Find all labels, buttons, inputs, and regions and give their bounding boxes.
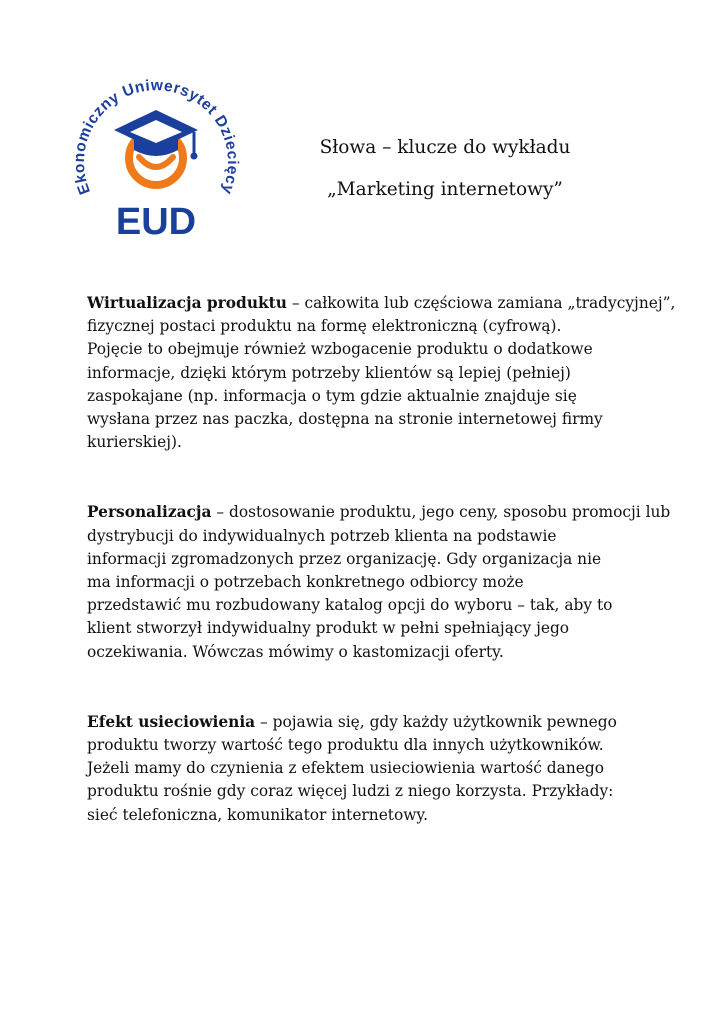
definition-line: produktu rośnie gdy coraz więcej ludzi z niego korzysta. Przykłady: [87,782,614,801]
definition-entry-efekt-usieciowienia [87,711,647,827]
entry-first-line [87,711,647,734]
definition-line: produktu tworzy wartość tego produktu dla innych użytkowników. [87,736,604,755]
definition-line: informacje, dzięki którym potrzeby klientów są lepiej (pełniej) [87,363,571,382]
definition-line: oczekiwania. Wówczas mówimy o kastomizacji oferty. [87,642,504,661]
logo-acronym: EUD [115,201,197,242]
definition-entry-wirtualizacja [87,292,676,454]
definition-line: sieć telefoniczna, komunikator internetowy. [87,805,428,824]
logo [70,70,242,242]
definition-line: przedstawić mu rozbudowany katalog opcji do wyboru – tak, aby to [87,596,613,615]
title-line-1: Słowa – klucze do wykładu [319,137,571,158]
definition-line: zaspokajane (np. informacja o tym gdzie aktualnie znajduje się [87,386,577,405]
definition-term: Wirtualizacja produktu [87,294,287,312]
definition-text: – pojawia się, gdy każdy użytkownik pewnego [255,712,617,731]
definition-line: klient stworzył indywidualny produkt w pełni spełniający jego [87,619,570,638]
definition-line: dystrybucji do indywidualnych potrzeb klienta na podstawie [87,526,557,545]
document-title [300,127,590,211]
definitions-list [87,292,676,827]
definition-line: Pojęcie to obejmuje również wzbogacenie produktu o dodatkowe [87,340,593,359]
definition-line: fizycznej postaci produktu na formę elektroniczną (cyfrową). [87,317,562,336]
logo-ring-text: Ekonomiczny Uniwersytet Dziecięcy [70,77,242,197]
definition-line: Jeżeli mamy do czynienia z efektem usieciowienia wartość danego [87,759,604,778]
title-line-2: „Marketing internetowy” [327,179,563,200]
definition-line: ma informacji o potrzebach konkretnego odbiorcy może [87,573,524,592]
definition-term: Efekt usieciowienia [87,712,256,731]
definition-line: kurierskiej). [87,433,182,452]
definition-line: informacji zgromadzonych przez organizację. Gdy organizacja nie [87,549,602,568]
entry-first-line [87,501,671,524]
eud-logo-graphic [70,70,242,242]
definition-entry-personalizacja [87,501,671,663]
definition-text: – całkowita lub częściowa zamiana „tradycyjnej”, [286,294,676,312]
definition-term: Personalizacja [87,503,212,522]
entry-first-line [87,292,676,315]
definition-text: – dostosowanie produktu, jego ceny, sposobu promocji lub [211,503,671,522]
definition-line: wysłana przez nas paczka, dostępna na stronie internetowej firmy [87,410,603,429]
